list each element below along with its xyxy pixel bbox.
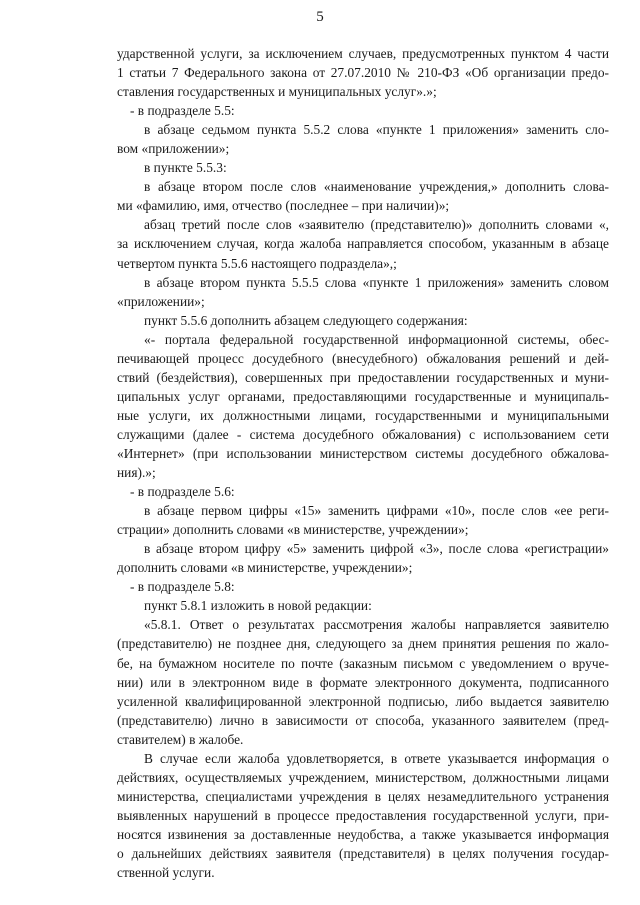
text-line: ципальных услуг органами, предоставляющими государственные и муниципаль- bbox=[117, 388, 609, 404]
text-line: «5.8.1. Ответ о результатах рассмотрения жалобы направляется заявителю bbox=[144, 617, 609, 633]
text-line: (представителю) лично в зависимости от способа, указанного заявителем (пред- bbox=[117, 712, 609, 728]
text-line: в абзаце втором после слов «наименование учреждения,» дополнить слова- bbox=[144, 179, 609, 195]
text-line: четвертом пункта 5.5.6 настоящего подраздела»,; bbox=[117, 255, 397, 271]
text-line: действиях, осуществляемых учреждением, министерством, должностными лицами bbox=[117, 769, 609, 785]
text-line: носятся извинения за доставленные неудобства, а также указывается информация bbox=[117, 826, 609, 842]
text-line: «Интернет» (при использовании министерством системы досудебного обжалова- bbox=[117, 445, 609, 461]
text-line: - в подразделе 5.6: bbox=[130, 484, 235, 500]
text-line: ния).»; bbox=[117, 465, 156, 481]
text-line: ми «фамилию, имя, отчество (последнее – при наличии)»; bbox=[117, 198, 450, 214]
text-line: (представителю) не позднее дня, следующего за днем принятия решения по жало- bbox=[117, 636, 609, 652]
text-line: усиленной квалифицированной электронной подписью, либо выдается заявителю bbox=[117, 693, 609, 709]
text-line: ставления государственных и муниципальных услуг».»; bbox=[117, 84, 437, 100]
text-line: бе, на бумажном носителе по почте (заказным письмом с уведомлением о вруче- bbox=[117, 655, 609, 671]
text-line: в абзаце седьмом пункта 5.5.2 слова «пункте 1 приложения» заменить сло- bbox=[144, 122, 609, 138]
text-line: пункт 5.5.6 дополнить абзацем следующего содержания: bbox=[144, 312, 468, 328]
text-line: нии) или в электронном виде в формате электронного документа, подписанного bbox=[117, 674, 609, 690]
text-line: о дальнейших действиях заявителя (представителя) в целях получения государ- bbox=[117, 845, 609, 861]
text-line: министерства, специалистами учреждения в целях незамедлительного устранения bbox=[117, 788, 609, 804]
page-number: 5 bbox=[316, 9, 324, 25]
text-line: В случае если жалоба удовлетворяется, в ответе указывается информация о bbox=[144, 750, 609, 766]
text-line: дополнить словами «в министерстве, учреждении»; bbox=[117, 560, 413, 576]
text-line: страции» дополнить словами «в министерстве, учреждении»; bbox=[117, 522, 469, 538]
text-line: ствий (бездействия), совершенных при предоставлении государственных и муни- bbox=[117, 369, 609, 385]
text-line: - в подразделе 5.8: bbox=[130, 579, 235, 595]
text-line: пункт 5.8.1 изложить в новой редакции: bbox=[144, 598, 372, 614]
text-line: в пункте 5.5.3: bbox=[144, 160, 227, 176]
text-line: выявленных нарушений в процессе предоставления государственной услуги, при- bbox=[117, 807, 609, 823]
text-line: в абзаце втором пункта 5.5.5 слова «пункте 1 приложения» заменить словом bbox=[144, 274, 609, 290]
text-line: в абзаце первом цифры «15» заменить цифрами «10», после слов «ее реги- bbox=[144, 503, 609, 519]
text-line: в абзаце втором цифру «5» заменить цифрой «3», после слова «регистрации» bbox=[144, 541, 609, 557]
text-line: ударственной услуги, за исключением случаев, предусмотренных пунктом 4 части bbox=[117, 46, 609, 61]
text-line: ные услуги, их должностными лицами, государственными и муниципальными bbox=[117, 407, 609, 423]
document-body bbox=[117, 44, 609, 882]
text-line: «- портала федеральной государственной информационной системы, обес- bbox=[144, 331, 609, 347]
text-line: служащими (далее - система досудебного обжалования) с использованием сети bbox=[117, 426, 609, 442]
text-line: вом «приложении»; bbox=[117, 141, 230, 157]
text-line: - в подразделе 5.5: bbox=[130, 103, 235, 119]
text-line: ставителем) в жалобе. bbox=[117, 731, 244, 747]
text-line: 1 статьи 7 Федерального закона от 27.07.2010 № 210-ФЗ «Об организации предо- bbox=[117, 65, 609, 81]
text-line: абзац третий после слов «заявителю (представителю)» дополнить словами «, bbox=[144, 217, 609, 233]
text-line: печивающей процесс досудебного (внесудебного) обжалования решений и дей- bbox=[117, 350, 609, 366]
text-line: за исключением случая, когда жалоба направляется способом, указанным в абзаце bbox=[117, 236, 609, 252]
text-line: «приложении»; bbox=[117, 293, 205, 309]
text-line: ственной услуги. bbox=[117, 865, 215, 881]
